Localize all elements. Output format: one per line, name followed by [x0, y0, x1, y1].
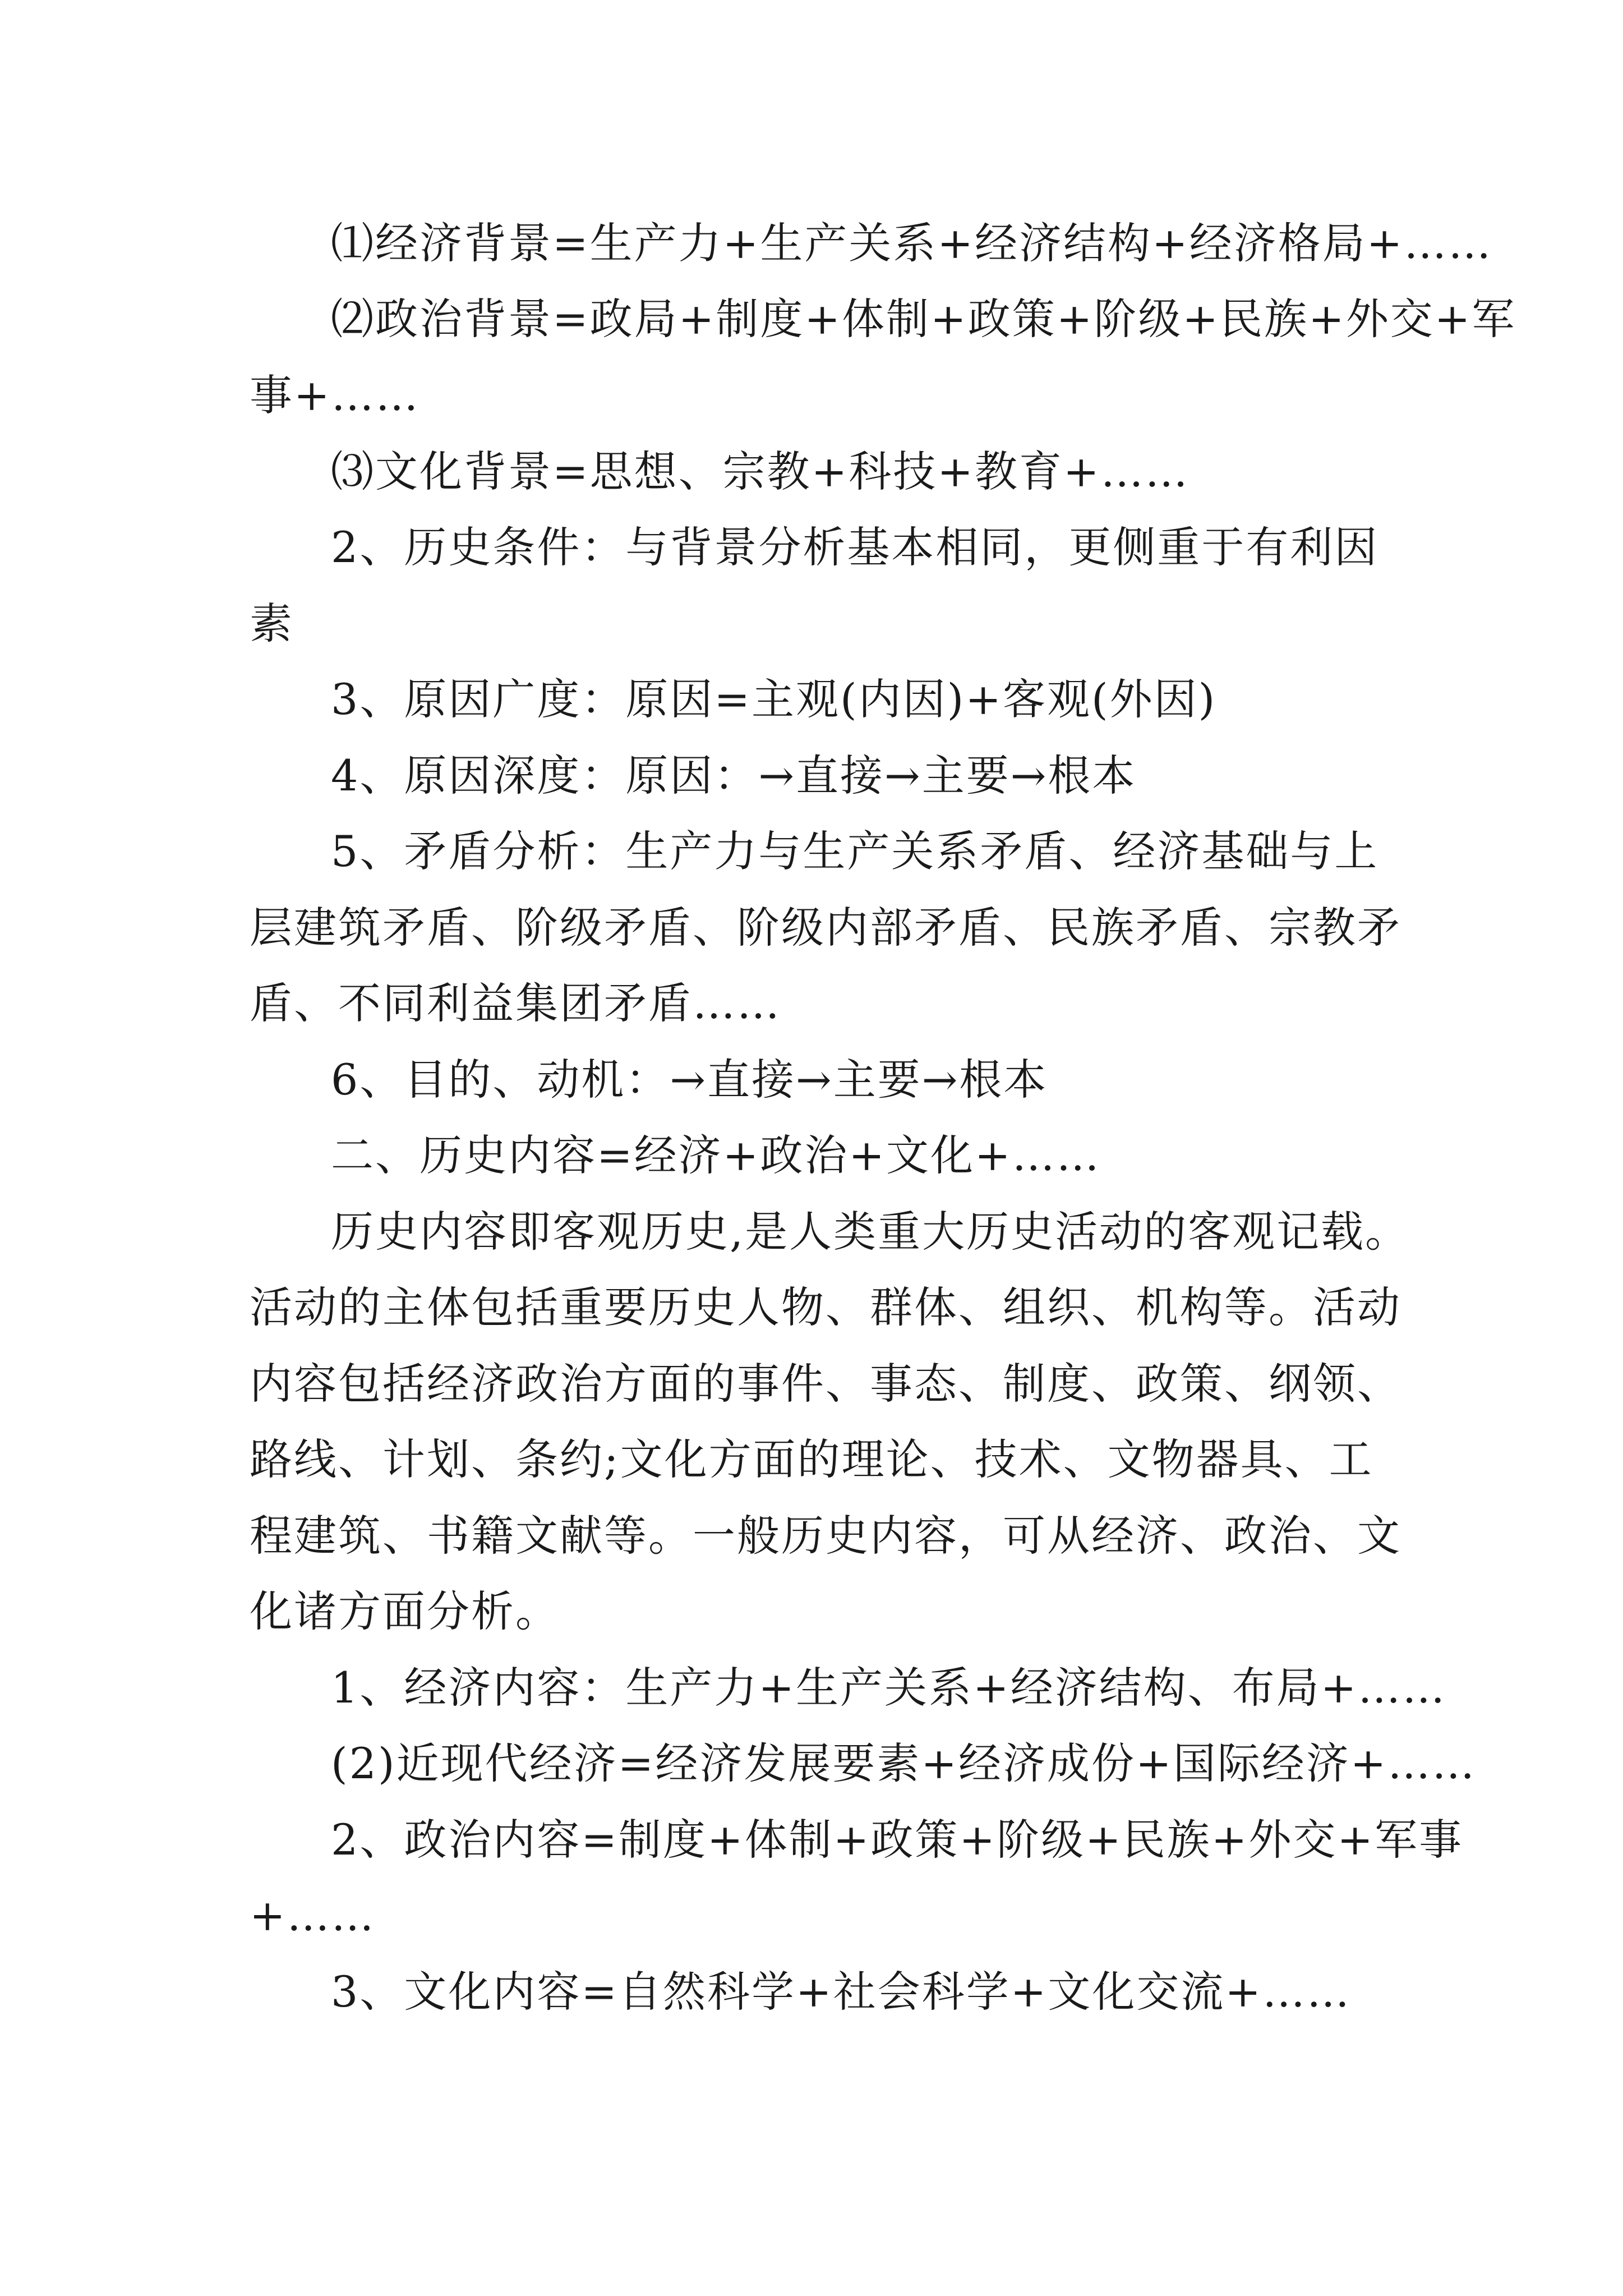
text-line: 2、政治内容=制度+体制+政策+阶级+民族+外交+军事 [331, 1815, 1464, 1865]
text-line: 4、原因深度：原因：→直接→主要→根本 [331, 751, 1137, 800]
text-line: 素 [250, 599, 294, 648]
text-line: ⑵政治背景=政局+制度+体制+政策+阶级+民族+外交+军 [331, 294, 1516, 344]
text-line: ⑶文化背景=思想、宗教+科技+教育+…… [331, 447, 1189, 496]
text-line: 盾、不同利益集团矛盾…… [250, 978, 781, 1028]
text-line: (2)近现代经济=经济发展要素+经济成份+国际经济+…… [331, 1738, 1477, 1788]
text-line: 事+…… [250, 370, 420, 420]
text-line: 6、目的、动机：→直接→主要→根本 [331, 1055, 1048, 1105]
text-line: 程建筑、书籍文献等。一般历史内容，可从经济、政治、文 [250, 1511, 1401, 1561]
text-line: 内容包括经济政治方面的事件、事态、制度、政策、纲领、 [250, 1359, 1401, 1409]
text-line: 层建筑矛盾、阶级矛盾、阶级内部矛盾、民族矛盾、宗教矛 [250, 903, 1401, 953]
text-line: 路线、计划、条约;文化方面的理论、技术、文物器具、工 [250, 1434, 1373, 1484]
section-heading: 二、历史内容=经济+政治+文化+…… [331, 1130, 1101, 1180]
text-line: 5、矛盾分析：生产力与生产关系矛盾、经济基础与上 [331, 826, 1379, 876]
text-line: 1、经济内容：生产力+生产关系+经济结构、布局+…… [331, 1663, 1447, 1713]
text-line: 2、历史条件：与背景分析基本相同，更侧重于有利因 [331, 522, 1379, 572]
text-line: +…… [250, 1890, 376, 1940]
text-line: 活动的主体包括重要历史人物、群体、组织、机构等。活动 [250, 1282, 1401, 1332]
text-line: ⑴经济背景=生产力+生产关系+经济结构+经济格局+…… [331, 218, 1493, 268]
text-line: 化诸方面分析。 [250, 1586, 560, 1636]
text-line: 3、文化内容=自然科学+社会科学+文化交流+…… [331, 1967, 1352, 2017]
text-line: 3、原因广度：原因=主观(内因)+客观(外因) [331, 674, 1217, 724]
text-line: 历史内容即客观历史,是人类重大历史活动的客观记载。 [331, 1207, 1410, 1257]
